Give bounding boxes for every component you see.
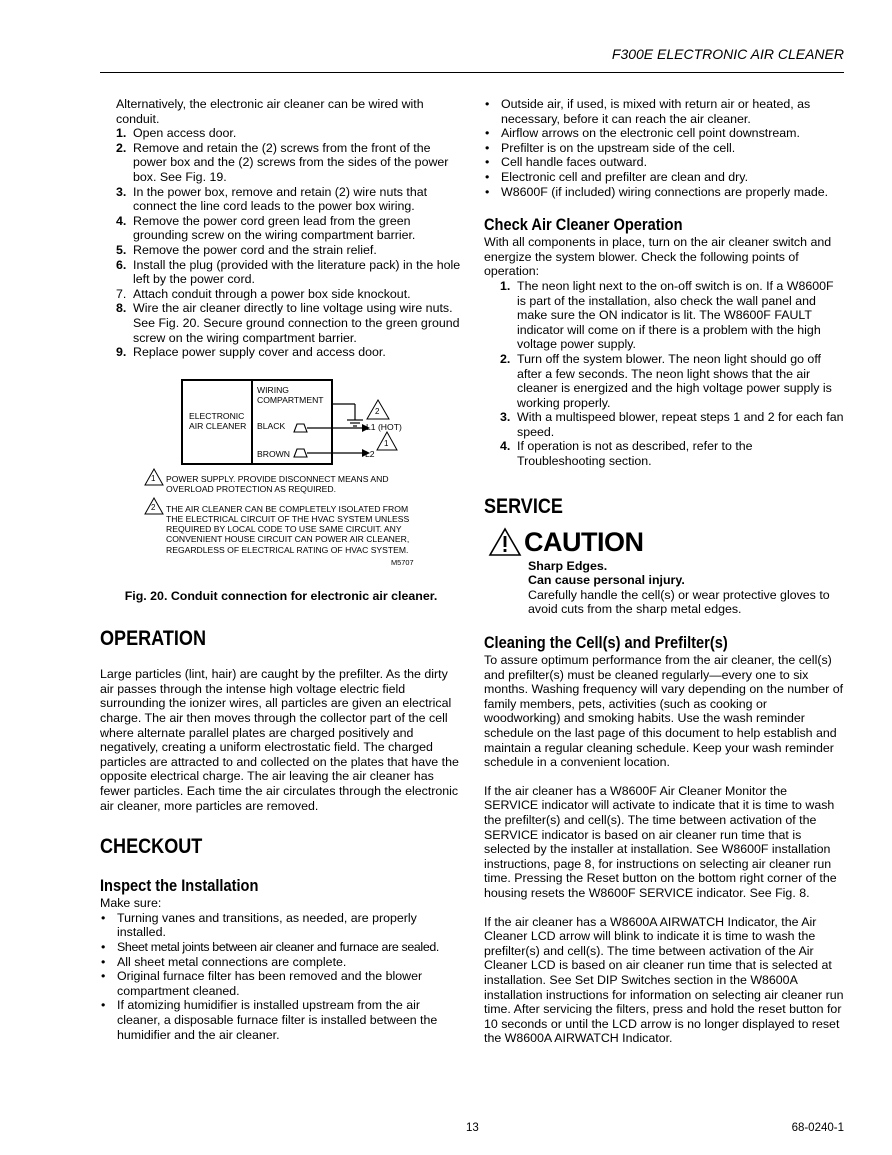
cleaning-paragraph-1: To assure optimum performance from the air cleaner, the cell(s) and prefilter(s) must be cleaned regularly—every one to six months. Washing frequency will vary depending on the number of family members, pets, activities (such as cooking or woodworking) and smoking habits. Use the wash reminder schedule on the last page of this document to help establish and maintain a regular cleaning schedule. Keep your wash reminder schedule in a convenient location. [484,653,844,770]
list-item [500,352,844,410]
list-item [116,345,462,360]
list-item: • Prefilter is on the upstream side of the cell. [484,141,844,156]
check-operation-heading: Check Air Cleaner Operation [484,215,683,235]
list-item [500,279,844,352]
step-number: 1. [500,278,511,293]
page-number: 13 [466,1122,479,1134]
step-number: 8. [116,301,127,316]
check-intro: With all components in place, turn on the air cleaner switch and energize the system blower. Check the following points of operation: [484,235,832,279]
list-item: • Outside air, if used, is mixed with return air or heated, as necessary, before it can reach the air cleaner. [484,97,844,126]
step-text: Remove the power cord green lead from the green grounding screw on the wiring compartment barrier. [133,213,416,243]
conduit-intro: Alternatively, the electronic air cleaner can be wired with conduit. [116,97,424,126]
list-item: • Cell handle faces outward. [484,155,844,170]
step-text: Install the plug (provided with the literature pack) in the hole left by the power cord. [133,257,461,287]
step-number: 5. [116,242,127,257]
ground-icon [347,420,363,426]
step-number: 4. [116,213,127,228]
wire-nut-icon [294,424,307,432]
step-text: Wire the air cleaner directly to line voltage using wire nuts. See Fig. 20. Secure ground connection to the green ground screw on the wiring compartment barrier. [133,301,460,345]
figure-caption: Fig. 20. Conduit connection for electronic air cleaner. [124,588,438,603]
step-text: Replace power supply cover and access door. [133,345,386,360]
figure-note-1: POWER SUPPLY. PROVIDE DISCONNECT MEANS AND OVERLOAD PROTECTION AS REQUIRED. [166,473,389,494]
note-1-number: 1 [151,473,156,483]
list-item: • Electronic cell and prefilter are clean and dry. [484,170,844,185]
caution-text: Carefully handle the cell(s) or wear protective gloves to avoid cuts from the sharp metal edges. [528,587,830,617]
wiring-diagram [100,374,462,581]
list-item [116,301,462,345]
service-heading: SERVICE [484,494,563,518]
list-item [116,258,462,287]
list-item: • If atomizing humidifier is installed upstream from the air cleaner, a disposable furnace filter is installed between the humidifier and the air cleaner. [100,998,462,1042]
l1-label: L1 (HOT) [366,421,402,432]
list-item: • Airflow arrows on the electronic cell point downstream. [484,126,844,141]
brown-wire-label: BROWN [257,448,290,459]
step-text: Turn off the system blower. The neon light should go off after a few seconds. The neon light shows that the air cleaner is energized and the high voltage power supply is working properly. [517,351,832,410]
list-item: • Sheet metal joints between air cleaner and furnace are sealed. [100,940,462,955]
inspect-bullets [100,911,462,1042]
step-text: The neon light next to the on-off switch is on. If a W8600F is part of the installation, also check the wall panel and make sure the ON indicator is lit. The W8600F FAULT indicator will come on if there is a problem with the high voltage power supply. [517,278,834,352]
list-item [116,287,462,302]
step-number: 2. [500,351,511,366]
step-number: 3. [116,184,127,199]
list-item [116,141,462,185]
marker-2-number: 2 [375,406,380,416]
caution-block [484,527,844,617]
step-number: 2. [116,140,127,155]
step-text: In the power box, remove and retain (2) wire nuts that connect the line cord leads to the power box wiring. [133,184,428,214]
wiring-label: WIRING [257,384,289,395]
figure-code: M5707 [391,557,414,567]
caution-line-2: Can cause personal injury. [528,573,685,588]
left-column [100,97,462,1042]
operation-text: Large particles (lint, hair) are caught by the prefilter. As the dirty air passes through the intense high voltage electric field surrounding the ionizer wires, all particles are given an electrical charge. The air then moves through the collector part of the cell where alternate parallel plates are charged positively and negatively, creating a uniform electrostatic field. The charged particles are attracted to and collected on the plates that have the opposite electrical charge. The air leaving the air cleaner has fewer particles. Each time the air circulates through the electronic air cleaner, more particles are removed. [100,667,459,813]
right-column [484,97,844,1046]
caution-text-block [484,559,844,617]
step-text: Attach conduit through a power box side knockout. [133,286,411,301]
cleaning-paragraph-2: If the air cleaner has a W8600F Air Cleaner Monitor the SERVICE indicator will activate to indicate that it is time to wash the prefilter(s) and cell(s). The time between activation of the SERVICE indicator is based on air cleaner run time that is selected by the installer at installation. See W8600F installation instructions, page 8, for instructions on selecting air cleaner run time. Pressing the Reset button on the bottom right corner of the housing resets the W8600F SERVICE indicator. See Fig. 8. [484,783,837,900]
step-text: Remove and retain the (2) screws from the front of the power box and the (2) screws from the sides of the power box. See Fig. 19. [133,140,449,184]
list-item: • W8600F (if included) wiring connections are properly made. [484,185,844,200]
checkout-heading: CHECKOUT [100,835,203,859]
inspect-heading: Inspect the Installation [100,876,259,896]
operation-heading: OPERATION [100,627,207,651]
list-item [116,243,462,258]
inspect-bullets-continued [484,97,844,199]
step-text: If operation is not as described, refer to the Troubleshooting section. [517,439,753,469]
conduit-steps [100,126,462,360]
step-number: 4. [500,439,511,454]
caution-title: CAUTION [524,526,644,557]
note-2-number: 2 [151,502,156,512]
step-number: 6. [116,257,127,272]
step-number: 7. [116,286,127,301]
list-item [116,126,462,141]
step-number: 3. [500,410,511,425]
list-item [500,410,844,439]
step-text: Remove the power cord and the strain relief. [133,242,377,257]
page-header-title: F300E ELECTRONIC AIR CLEANER [611,46,844,62]
black-wire-label: BLACK [257,420,286,431]
header-rule [100,72,844,73]
make-sure-label: Make sure: [100,896,162,911]
caution-line-1: Sharp Edges. [528,558,608,573]
list-item: • All sheet metal connections are complete. [100,955,462,970]
document-number: 68-0240-1 [791,1122,844,1134]
box-label: AIR CLEANER [189,420,247,431]
list-item [116,185,462,214]
step-number: 9. [116,345,127,360]
marker-1-number: 1 [384,438,389,448]
cleaning-paragraph-3: If the air cleaner has a W8600A AIRWATCH Indicator, the Air Cleaner LCD arrow will blink to indicate it is time to wash the prefilter(s) and cell(s). The time between activation of the Air Cleaner LCD is based on air cleaner run time that is selected at installation. See Set DIP Switches section in the W8600A installation instructions for information on selecting air cleaner run time. After servicing the filters, press and hold the reset button for 10 seconds or until the LCD arrow is no longer displayed to reset the W8600A AIRWATCH Indicator. [484,914,844,1046]
list-item: • Original furnace filter has been removed and the blower compartment cleaned. [100,969,462,998]
list-item [116,214,462,243]
list-item [500,439,844,468]
check-steps [484,279,844,469]
step-text: Open access door. [133,126,237,141]
l2-label: L2 [365,448,375,459]
step-text: With a multispeed blower, repeat steps 1 and 2 for each fan speed. [517,410,844,439]
wiring-label: COMPARTMENT [257,394,324,405]
step-number: 1. [116,126,127,141]
box-label: ELECTRONIC [189,410,245,421]
wire-nut-icon [294,449,307,457]
list-item: • Turning vanes and transitions, as needed, are properly installed. [100,911,462,940]
figure-note-2: THE AIR CLEANER CAN BE COMPLETELY ISOLATED FROM THE ELECTRICAL CIRCUIT OF THE HVAC SYSTEM UNLESS REQUIRED BY LOCAL CODE TO USE SAME CIRCUIT. ANY CONVENIENT HOUSE CIRCUIT CAN POWER AIR CLEANER, REGARDLESS OF ELECTRICAL RATING OF HVAC SYSTEM. [166,503,410,555]
cleaning-heading: Cleaning the Cell(s) and Prefilter(s) [484,633,728,653]
